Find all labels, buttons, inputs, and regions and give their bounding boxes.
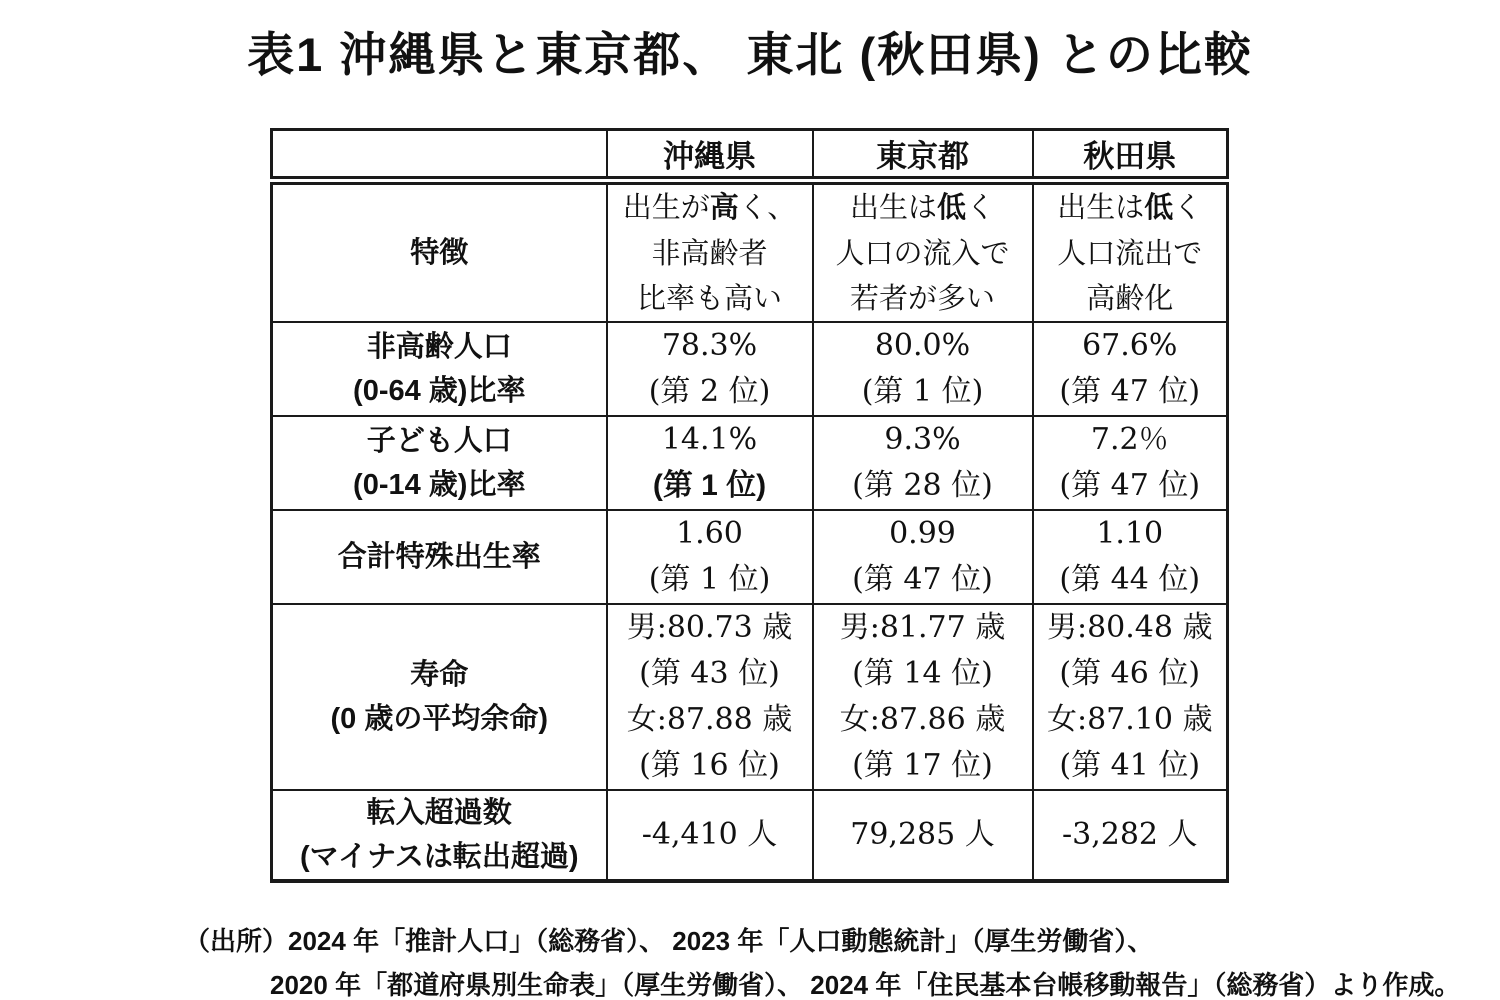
feature-emphasis: 低 xyxy=(1144,192,1174,224)
cell-fertility-tokyo xyxy=(813,510,1033,604)
cell-non-elderly-tokyo xyxy=(813,322,1033,416)
stat-value: 女:87.86 歳 xyxy=(839,702,1006,737)
feature-text: 出生が xyxy=(622,190,710,224)
column-header-tokyo: 東京都 xyxy=(813,130,1033,181)
stat-value: 67.6% xyxy=(1082,328,1178,363)
stat-value: 男:80.73 歳 xyxy=(626,610,793,645)
row-label-children-ratio xyxy=(272,416,607,510)
row-label-line: (0-64 歳)比率 xyxy=(353,375,526,407)
row-label-line: (0 歳の平均余命) xyxy=(330,703,548,735)
stat-value: 男:80.48 歳 xyxy=(1046,610,1213,645)
cell-features-tokyo xyxy=(813,181,1033,323)
stat-value: 1.60 xyxy=(676,516,743,551)
row-features xyxy=(272,181,1228,323)
stat-rank: (第 43 位) xyxy=(639,656,780,691)
row-label-line: (0-14 歳)比率 xyxy=(353,469,526,501)
feature-line: 人口流出で xyxy=(1057,236,1203,270)
cell-children-akita xyxy=(1033,416,1228,510)
feature-line: 高齢化 xyxy=(1086,281,1174,315)
cell-lifespan-akita xyxy=(1033,604,1228,790)
feature-line xyxy=(612,185,808,231)
row-label-line: 非高齢人口 xyxy=(366,331,512,363)
row-label-line: (マイナスは転出超過) xyxy=(299,841,579,873)
stat-rank: (第 14 位) xyxy=(852,656,993,691)
cell-lifespan-okinawa xyxy=(607,604,813,790)
blank-corner-cell xyxy=(272,130,607,181)
stat-value: 0.99 xyxy=(889,516,956,551)
feature-emphasis: 低 xyxy=(936,192,966,224)
column-header-akita: 秋田県 xyxy=(1033,130,1228,181)
row-label-fertility-rate: 合計特殊出生率 xyxy=(272,510,607,604)
feature-text: く、 xyxy=(738,190,797,224)
cell-fertility-akita xyxy=(1033,510,1228,604)
stat-rank: (第 46 位) xyxy=(1059,656,1201,691)
row-label-non-elderly-ratio xyxy=(272,322,607,416)
page-title: 表1 沖縄県と東京都、 東北 (秋田県) との比較 xyxy=(247,28,1253,81)
feature-line: 人口の流入で xyxy=(835,236,1010,270)
stat-rank: (第 47 位) xyxy=(852,562,993,597)
row-label-line: 寿命 xyxy=(410,659,469,691)
source-note xyxy=(184,919,1500,1000)
cell-non-elderly-okinawa xyxy=(607,322,813,416)
cell-features-akita xyxy=(1033,181,1228,323)
cell-fertility-okinawa xyxy=(607,510,813,604)
stat-value: 女:87.88 歳 xyxy=(626,702,793,737)
cell-migration-akita: -3,282 人 xyxy=(1033,790,1228,881)
stat-value: 女:87.10 歳 xyxy=(1046,702,1213,737)
row-label-features: 特徴 xyxy=(272,181,607,323)
header-row xyxy=(272,130,1228,181)
feature-text: 出生は xyxy=(1057,190,1145,224)
cell-migration-tokyo: 79,285 人 xyxy=(813,790,1033,881)
stat-value: 1.10 xyxy=(1096,516,1164,551)
stat-value: 14.1% xyxy=(661,422,758,457)
stat-value: 78.3% xyxy=(661,328,758,363)
stat-rank-emphasized: (第 1 位) xyxy=(652,469,767,502)
cell-children-okinawa xyxy=(607,416,813,510)
column-header-okinawa: 沖縄県 xyxy=(607,130,813,181)
row-non-elderly-ratio xyxy=(272,322,1228,416)
feature-text: 出生は xyxy=(849,190,937,224)
stat-rank: (第 1 位) xyxy=(861,374,984,409)
row-label-net-migration xyxy=(272,790,607,881)
row-net-migration xyxy=(272,790,1228,881)
stat-rank: (第 28 位) xyxy=(852,468,993,503)
feature-line xyxy=(818,185,1028,231)
stat-rank: (第 47 位) xyxy=(1059,374,1201,409)
feature-line: 非高齢者 xyxy=(651,236,768,270)
row-fertility-rate xyxy=(272,510,1228,604)
cell-lifespan-tokyo xyxy=(813,604,1033,790)
stat-rank: (第 16 位) xyxy=(639,748,780,783)
stat-rank: (第 17 位) xyxy=(852,748,993,783)
row-children-ratio xyxy=(272,416,1228,510)
cell-children-tokyo xyxy=(813,416,1033,510)
row-label-lifespan xyxy=(272,604,607,790)
row-lifespan xyxy=(272,604,1228,790)
cell-migration-okinawa: -4,410 人 xyxy=(607,790,813,881)
stat-value: 80.0% xyxy=(874,328,971,363)
comparison-table xyxy=(270,128,1229,883)
feature-line xyxy=(1038,185,1223,231)
stat-rank: (第 1 位) xyxy=(648,562,771,597)
feature-text: く xyxy=(1173,190,1203,224)
stat-rank: (第 41 位) xyxy=(1059,748,1201,783)
row-label-line: 転入超過数 xyxy=(366,797,512,829)
feature-text: く xyxy=(966,190,996,224)
stat-value: 男:81.77 歳 xyxy=(839,610,1006,645)
feature-line: 若者が多い xyxy=(849,281,995,315)
stat-value: 7.2％ xyxy=(1090,422,1169,457)
stat-rank: (第 2 位) xyxy=(648,374,771,409)
feature-line: 比率も高い xyxy=(636,281,782,315)
stat-rank: (第 44 位) xyxy=(1059,562,1201,597)
feature-emphasis: 高 xyxy=(709,192,739,224)
source-note-line-2: 2020 年「都道府県別生命表」（厚生労働省）、 2024 年「住民基本台帳移動報告」（総務省）より作成。 xyxy=(270,970,1461,1000)
cell-features-okinawa xyxy=(607,181,813,323)
source-note-line-1: （出所）2024 年「推計人口」（総務省）、 2023 年「人口動態統計」（厚生労働省）、 xyxy=(184,926,1154,956)
row-label-line: 子ども人口 xyxy=(366,425,512,457)
stat-rank: (第 47 位) xyxy=(1059,468,1201,503)
stat-value: 9.3% xyxy=(884,422,961,457)
cell-non-elderly-akita xyxy=(1033,322,1228,416)
